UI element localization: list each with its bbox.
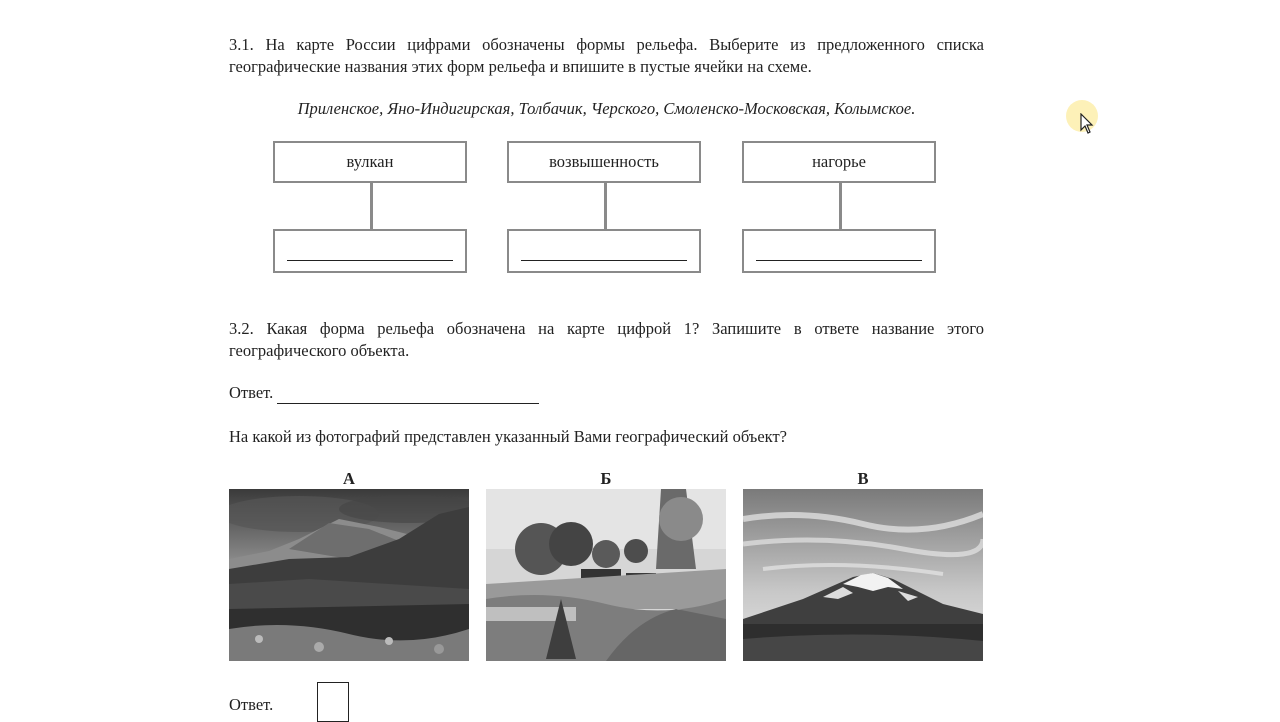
volcano-photo[interactable] [743,489,983,661]
category-label: вулкан [346,152,394,171]
connector-line [370,183,373,230]
answer-label: Ответ. [229,383,274,402]
village-trees-photo[interactable] [486,489,726,661]
task-3-2-text: 3.2. Какая форма рельефа обозначена на карте цифрой 1? Запишите в ответе название этого географического объекта. [229,319,984,360]
category-label: нагорье [812,152,866,171]
category-box-upland [507,141,701,183]
photo-question: На какой из фотографий представлен указанный Вами географический объект? [229,427,787,446]
answer-input-line[interactable] [277,385,539,404]
task-3-1-text: 3.1. На карте России цифрами обозначены формы рельефа. Выберите из предложенного списка географические названия этих форм рельефа и впишите в пустые ячейки на схеме. [229,35,984,76]
options-list: Приленское, Яно-Индигирская, Толбачик, Черского, Смоленско-Московская, Колымское. [297,99,916,118]
photo-label-v: В [857,469,869,488]
answer-cell-3[interactable] [742,229,936,273]
answer-row [229,382,984,404]
category-label: возвышенность [549,152,659,171]
final-answer-label: Ответ. [229,695,274,714]
final-answer-box[interactable] [317,682,349,722]
category-box-highland [742,141,936,183]
answer-blank-line [521,260,687,261]
photo-label-b: Б [600,469,612,488]
answer-blank-line [287,260,453,261]
photo-label-a: А [343,469,355,488]
mountain-valley-photo[interactable] [229,489,469,661]
answer-blank-line [756,260,922,261]
connector-line [839,183,842,230]
answer-cell-2[interactable] [507,229,701,273]
answer-cell-1[interactable] [273,229,467,273]
mouse-cursor-icon [1080,113,1094,135]
category-box-volcano [273,141,467,183]
connector-line [604,183,607,230]
